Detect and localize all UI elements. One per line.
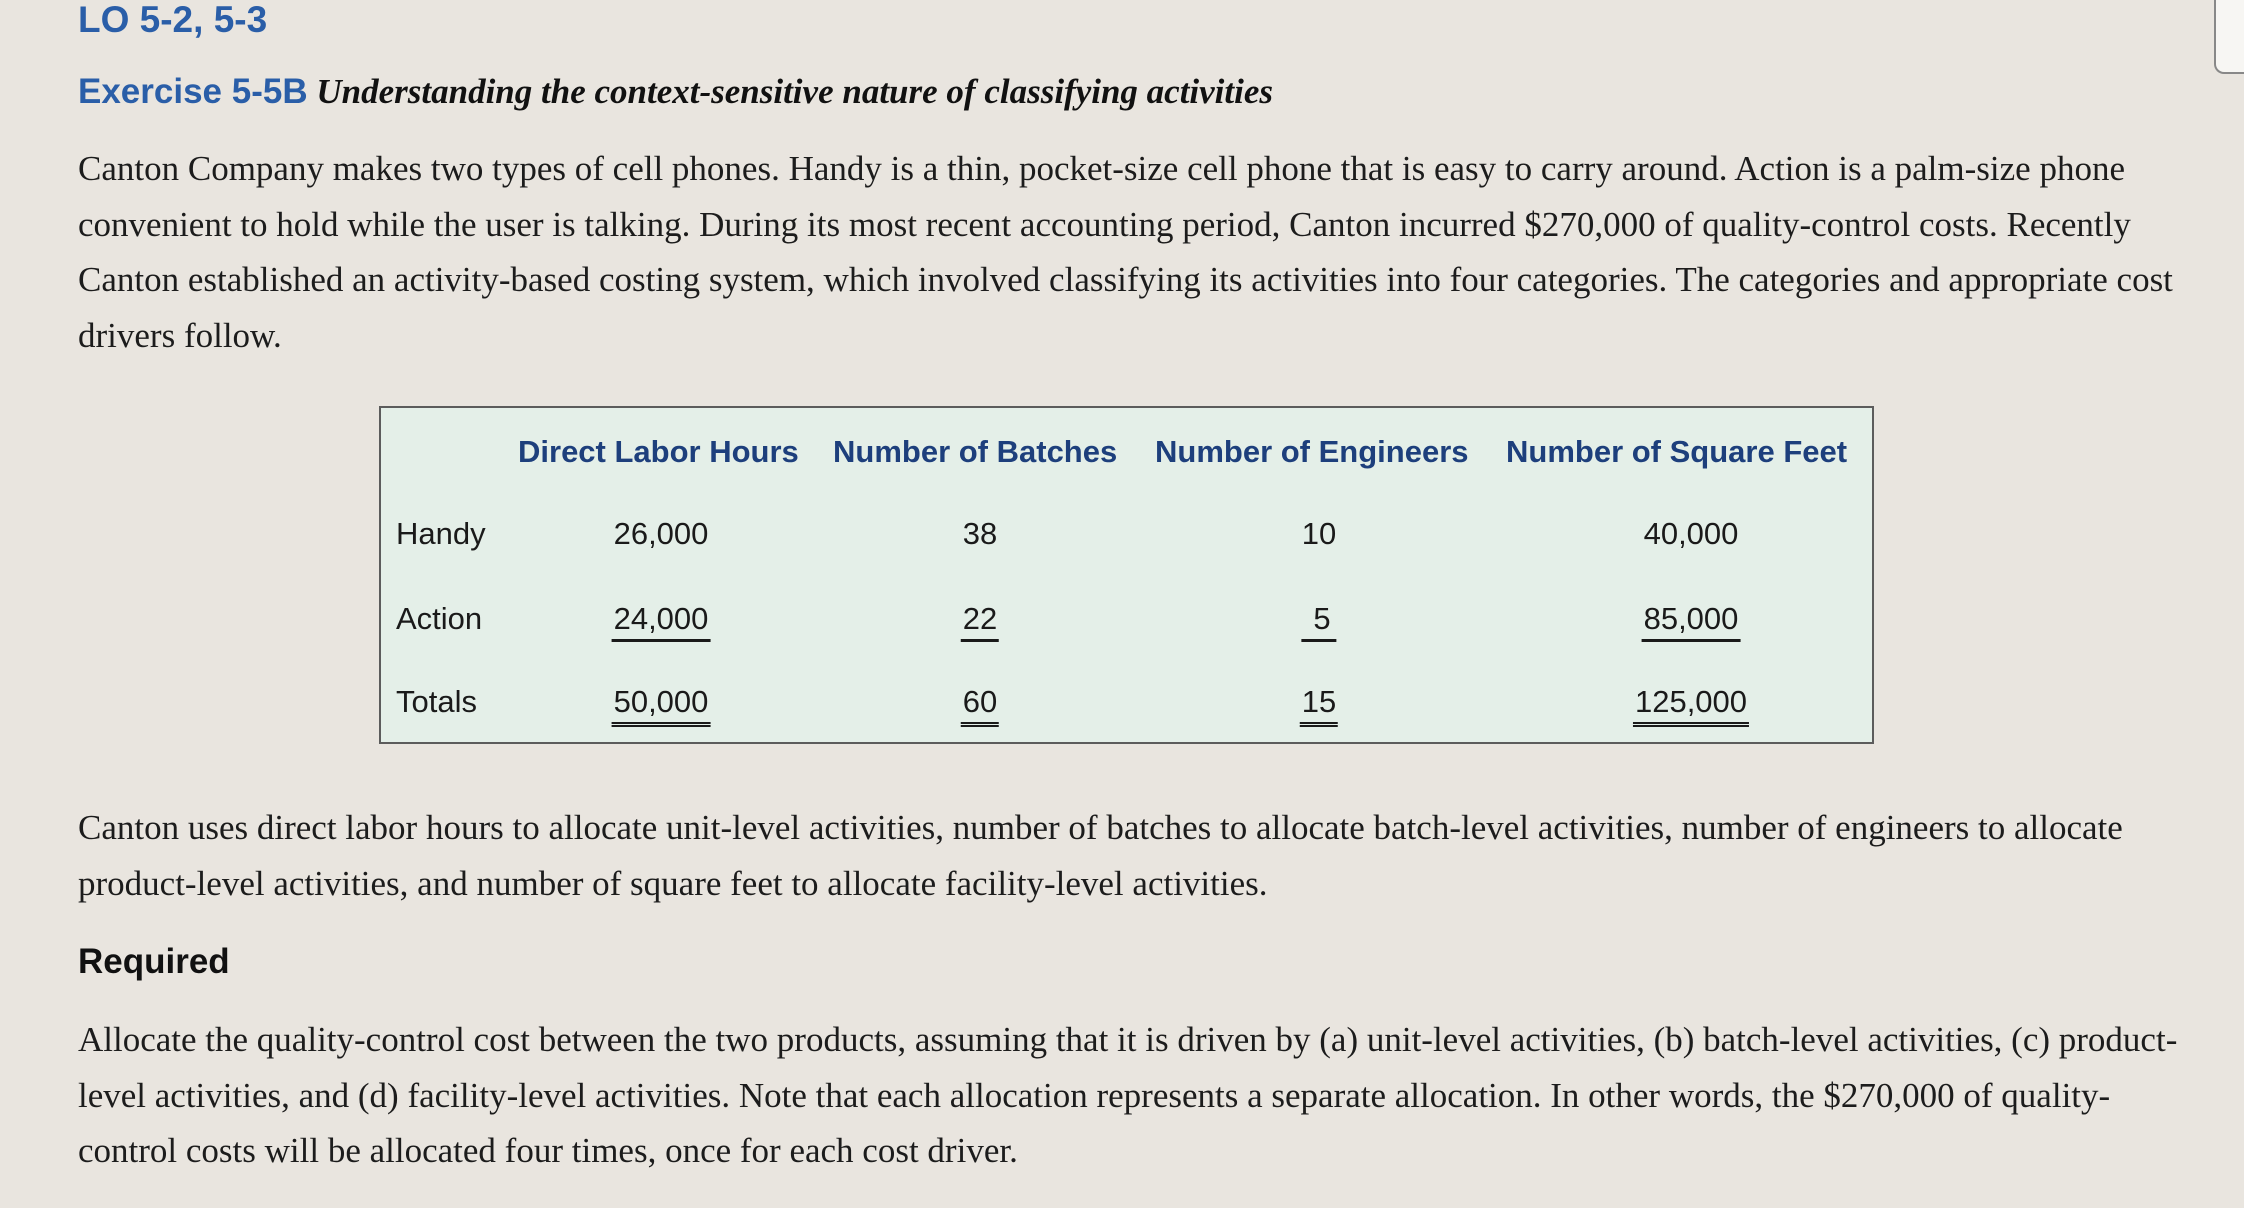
row-label-totals: Totals — [396, 684, 477, 719]
required-heading: Required — [78, 942, 230, 981]
column-header-direct-labor-hours: Direct Labor Hours — [518, 434, 799, 469]
table-cell: 125,000 — [1633, 682, 1749, 727]
column-header-number-of-square-feet: Number of Square Feet — [1506, 434, 1848, 469]
exercise-number: Exercise 5-5B — [78, 72, 308, 111]
table-cell: 40,000 — [1643, 516, 1739, 551]
exercise-title: Understanding the context-sensitive nature of classifying activities — [316, 72, 1274, 111]
table-cell: 85,000 — [1642, 599, 1741, 642]
table-cell: 15 — [1300, 682, 1338, 727]
table-cell: 50,000 — [612, 682, 711, 727]
row-label-action: Action — [396, 601, 483, 636]
cost-driver-table — [379, 406, 1874, 744]
table-cell: 26,000 — [613, 516, 709, 551]
row-label-handy: Handy — [396, 516, 486, 551]
table-cell: 10 — [1301, 516, 1337, 551]
column-header-number-of-batches: Number of Batches — [833, 434, 1118, 469]
table-cell: 38 — [962, 516, 998, 551]
intro-paragraph: Canton Company makes two types of cell phones. Handy is a thin, pocket-size cell phone that is easy to carry around. Action is a palm-size phone convenient to hold while the user is talking. During its most recent accounting period, Canton incurred $270,000 of quality-control costs. Recently Canton established an activity-based costing system, which involved classifying its activities into four categories. The categories and appropriate cost drivers follow. — [78, 149, 2173, 355]
column-header-number-of-engineers: Number of Engineers — [1155, 434, 1469, 469]
table-cell: 22 — [961, 599, 999, 642]
side-panel-handle[interactable] — [2214, 0, 2244, 74]
table-cell: 60 — [961, 682, 999, 727]
table-cell: 24,000 — [612, 599, 711, 642]
learning-objectives: LO 5-2, 5-3 — [78, 0, 268, 40]
required-text: Allocate the quality-control cost between the two products, assuming that it is driven by (a) unit-level activities, (b) batch-level activities, (c) product-level activities, and (d) facility-level activities. Note that each allocation represents a separate allocation. In other words, the $270,000 of quality-control costs will be allocated four times, once for each cost driver. — [78, 1020, 2178, 1170]
table-cell: 5 — [1301, 599, 1336, 642]
usage-paragraph: Canton uses direct labor hours to allocate unit-level activities, number of batches to allocate batch-level activities, number of engineers to allocate product-level activities, and number of square feet to allocate facility-level activities. — [78, 808, 2123, 903]
exercise-heading — [78, 70, 1273, 114]
